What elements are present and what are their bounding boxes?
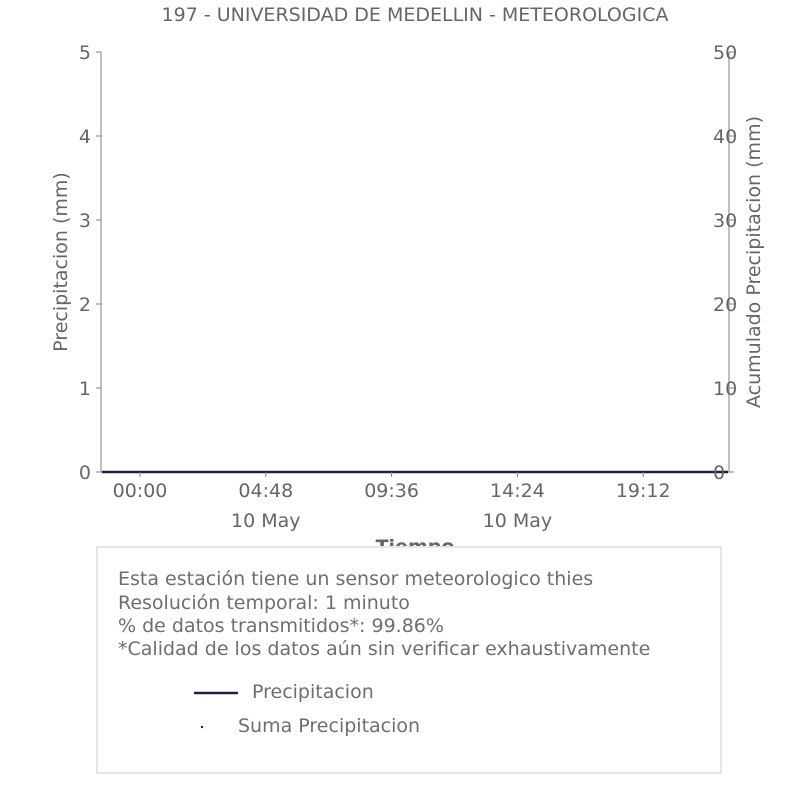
info-transmission-text: % de datos transmitidos*: 99.86%: [118, 615, 444, 637]
info-resolution-text: Resolución temporal: 1 minuto: [118, 592, 410, 614]
y-axis-label: Precipitacion (mm): [50, 172, 72, 352]
y-tick-label: 1: [78, 378, 91, 400]
ticks-layer: [79, 42, 737, 532]
x-tick-label: 19:12: [615, 480, 671, 502]
x-date-label: 10 May: [482, 510, 553, 532]
info-sensor-text: Esta estación tiene un sensor meteorologico thies: [118, 568, 594, 590]
x-tick-label: 09:36: [364, 480, 419, 502]
y-tick-label: 3: [78, 210, 91, 232]
y2-axis-label: Acumulado Precipitacion (mm): [743, 116, 765, 408]
y-tick-label: 0: [78, 462, 91, 484]
x-tick-label: 00:00: [112, 480, 168, 502]
y2-tick-label: 10: [713, 378, 738, 400]
y2-tick-label: 40: [713, 126, 738, 148]
info-box: [96, 546, 722, 774]
y-tick-label: 4: [78, 126, 91, 148]
y2-tick-label: 50: [713, 42, 738, 64]
y2-tick-label: 0: [713, 462, 726, 484]
series-layer: [102, 471, 728, 473]
x-date-label: 10 May: [231, 510, 301, 532]
legend-line-swatch: [194, 681, 240, 705]
legend-label-suma: Suma Precipitacion: [238, 715, 421, 737]
plot-axes: [101, 52, 729, 472]
y2-tick-label: 30: [713, 210, 738, 232]
x-tick-label: 14:24: [490, 480, 545, 502]
y2-tick-label: 20: [713, 294, 738, 316]
y-tick-label: 5: [78, 42, 91, 64]
chart-title: 197 - UNIVERSIDAD DE MEDELLIN - METEOROLOGICA: [161, 4, 669, 26]
info-quality-note: *Calidad de los datos aún sin verificar exhaustivamente: [118, 638, 651, 660]
x-tick-label: 04:48: [238, 480, 294, 502]
y-tick-label: 2: [78, 294, 91, 316]
legend-point-swatch: [194, 715, 214, 739]
legend-label-precipitacion: Precipitacion: [252, 681, 374, 703]
